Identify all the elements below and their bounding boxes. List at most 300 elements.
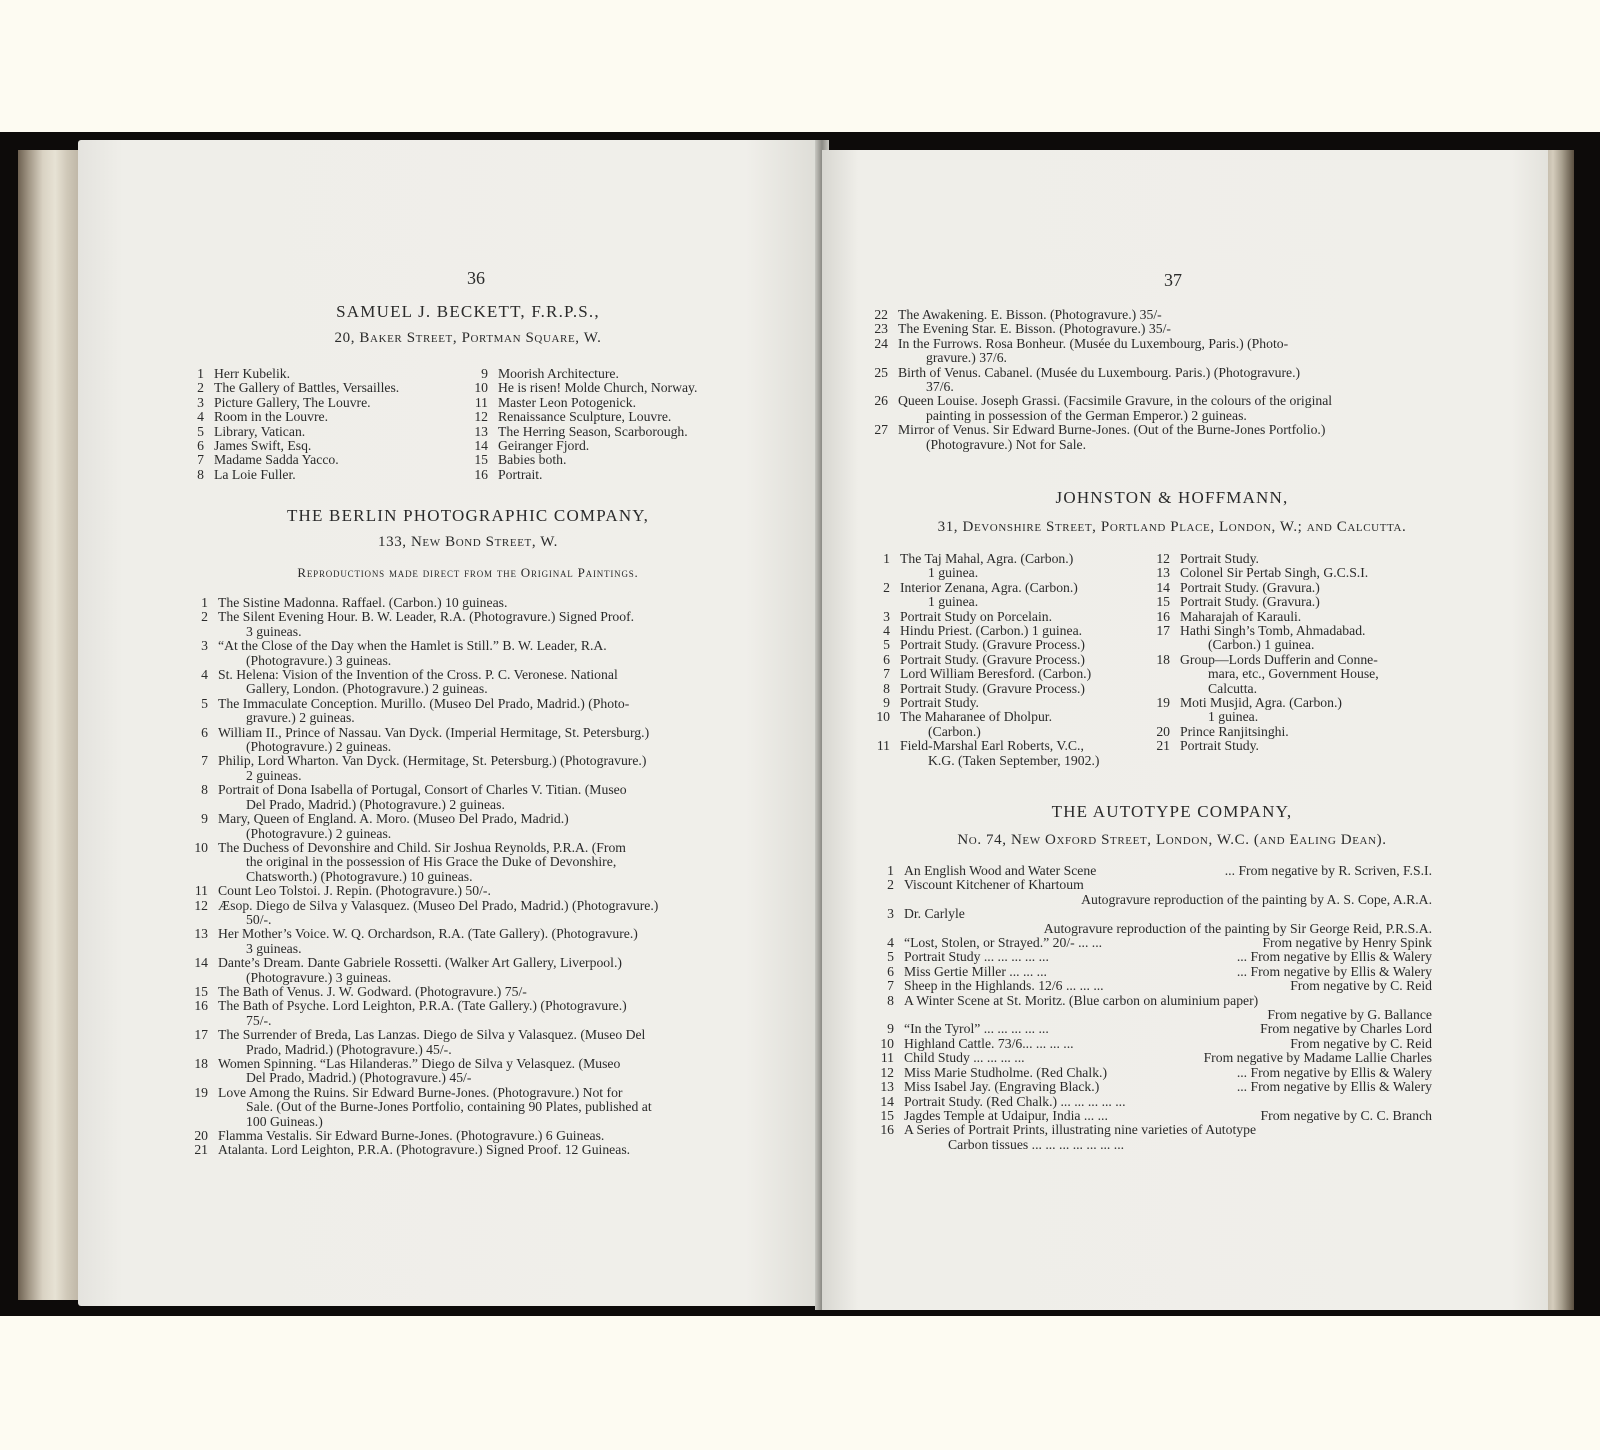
item-text — [218, 899, 741, 928]
item-number: 12 — [474, 409, 488, 425]
item-line: Calcutta. — [1208, 680, 1258, 696]
item-text: He is risen! Molde Church, Norway. — [498, 380, 698, 396]
list-item — [186, 812, 741, 841]
item-line: Portrait Study. — [900, 695, 979, 711]
item-number: 14 — [474, 438, 488, 454]
list-item — [186, 899, 741, 928]
item-line: Mary, Queen of England. A. Moro. (Museo Del Prado, Madrid.) — [218, 811, 569, 827]
item-number: 6 — [197, 438, 204, 454]
item-line: 3 guineas. — [246, 623, 302, 639]
list-item — [868, 710, 1144, 739]
item-number: 10 — [474, 380, 488, 396]
list-item — [872, 893, 1432, 907]
item-body — [904, 994, 1432, 1008]
item-line: Gallery, London. (Photogravure.) 2 guineas. — [246, 681, 488, 697]
item-number: 20 — [1156, 723, 1170, 739]
list-item — [186, 610, 741, 639]
item-line: Portrait Study. (Gravura.) — [1180, 594, 1320, 610]
item-text — [218, 999, 741, 1028]
item-number: 15 — [1156, 594, 1170, 610]
item-text — [900, 739, 1144, 768]
item-text: Highland Cattle. 73/6... ... ... ... — [904, 1035, 1074, 1051]
item-number: 19 — [194, 1084, 208, 1100]
item-body — [904, 1066, 1432, 1080]
item-text: Sheep in the Highlands. 12/6 ... ... ... — [904, 978, 1104, 994]
item-text: Moorish Architecture. — [498, 366, 619, 381]
johnston-title: JOHNSTON & HOFFMANN, — [1055, 488, 1289, 507]
item-text — [1180, 725, 1430, 739]
item-line: Interior Zenana, Agra. (Carbon.) — [900, 579, 1078, 595]
item-text — [218, 596, 741, 610]
list-item — [186, 841, 741, 884]
beckett-address: 20, Baker Street, Portman Square, W. — [334, 330, 602, 346]
item-line: gravure.) 37/6. — [926, 350, 1007, 366]
list-item — [1148, 581, 1430, 595]
item-credit: ... From negative by Ellis & Walery — [1236, 963, 1432, 979]
item-text — [900, 653, 1144, 667]
item-text: Herr Kubelik. — [214, 366, 291, 381]
item-number: 24 — [874, 335, 888, 351]
item-line: The Taj Mahal, Agra. (Carbon.) — [900, 551, 1074, 566]
item-line: (Photogravure.) 2 guineas. — [246, 739, 392, 755]
item-number: 15 — [194, 983, 208, 999]
item-line: 100 Guineas.) — [246, 1113, 323, 1129]
item-body — [904, 907, 1432, 921]
list-item — [868, 624, 1144, 638]
item-line: 1 guinea. — [928, 565, 979, 581]
list-item — [186, 999, 741, 1028]
list-item — [1148, 624, 1430, 653]
item-line: Portrait Study. (Gravura.) — [1180, 579, 1320, 595]
list-item — [1148, 725, 1430, 739]
item-line: Count Leo Tolstoi. J. Repin. (Photogravure.) 50/-. — [218, 883, 491, 899]
item-number: 8 — [201, 782, 208, 798]
item-number: 9 — [883, 695, 890, 711]
item-text: La Loie Fuller. — [214, 466, 296, 482]
item-number: 18 — [1156, 651, 1170, 667]
item-number: 15 — [880, 1107, 894, 1123]
item-body — [904, 1022, 1432, 1036]
list-item — [872, 1109, 1432, 1123]
item-line: Hindu Priest. (Carbon.) 1 guinea. — [900, 623, 1083, 639]
item-number: 14 — [1156, 579, 1170, 595]
item-body — [904, 1109, 1432, 1123]
item-line: 1 guinea. — [928, 594, 979, 610]
item-text — [1180, 581, 1430, 595]
item-number: 18 — [194, 1056, 208, 1071]
item-number: 11 — [880, 1050, 894, 1066]
item-number: 4 — [197, 409, 204, 425]
list-item — [186, 1057, 741, 1086]
item-credit: From negative by C. Reid — [1290, 978, 1432, 994]
item-text: Dr. Carlyle — [904, 906, 965, 922]
item-number: 5 — [883, 637, 890, 653]
item-number: 10 — [876, 709, 890, 725]
item-text — [218, 639, 741, 668]
item-line: Atalanta. Lord Leighton, P.R.A. (Photogravure.) Signed Proof. 12 Guineas. — [218, 1142, 631, 1158]
item-body — [904, 1080, 1432, 1094]
item-text — [1180, 610, 1430, 624]
item-text — [218, 783, 741, 812]
item-text: Viscount Kitchener of Khartoum — [904, 877, 1084, 893]
list-item — [866, 308, 1422, 322]
item-number: 3 — [883, 608, 890, 624]
list-item — [872, 936, 1432, 950]
item-number: 7 — [883, 666, 890, 682]
item-line: Birth of Venus. Cabanel. (Musée du Luxembourg. Paris.) (Photogravure.) — [898, 364, 1301, 380]
item-text — [900, 710, 1144, 739]
item-text: “In the Tyrol” ... ... ... ... ... — [904, 1021, 1049, 1037]
item-number: 19 — [1156, 695, 1170, 711]
item-number: 5 — [197, 423, 204, 439]
list-item — [872, 1051, 1432, 1065]
item-credit: Autogravure reproduction of the painting by Sir George Reid, P.R.S.A. — [1043, 920, 1432, 936]
item-text — [900, 624, 1144, 638]
item-number: 21 — [194, 1142, 208, 1158]
item-line: Group—Lords Dufferin and Conne- — [1180, 651, 1378, 667]
item-line: (Photogravure.) 3 guineas. — [246, 969, 392, 985]
item-line: The Bath of Venus. J. W. Godward. (Photogravure.) 75/- — [218, 983, 527, 999]
item-number: 16 — [880, 1122, 894, 1138]
item-line: Lord William Beresford. (Carbon.) — [900, 666, 1092, 682]
item-number: 10 — [880, 1035, 894, 1051]
item-line: The Awakening. E. Bisson. (Photogravure.) 35/- — [898, 307, 1162, 322]
item-line: Mirror of Venus. Sir Edward Burne-Jones. (Out of the Burne-Jones Portfolio.) — [898, 422, 1326, 438]
item-text — [218, 726, 741, 755]
item-credit: From negative by Henry Spink — [1262, 935, 1432, 951]
item-line: Love Among the Ruins. Sir Edward Burne-Jones. (Photogravure.) Not for — [218, 1084, 623, 1100]
item-text — [898, 423, 1422, 452]
list-item — [872, 922, 1432, 936]
item-credit: From negative by G. Ballance — [1267, 1007, 1432, 1023]
item-body — [904, 950, 1432, 964]
item-line: Her Mother’s Voice. W. Q. Orchardson, R.A. (Tate Gallery). (Photogravure.) — [218, 926, 638, 942]
item-number: 8 — [887, 992, 894, 1008]
item-number: 8 — [197, 466, 204, 482]
item-line: the original in the possession of His Grace the Duke of Devonshire, — [246, 854, 617, 870]
list-item — [1148, 610, 1430, 624]
item-text: Child Study ... ... ... ... — [904, 1050, 1025, 1066]
item-text — [1180, 566, 1430, 580]
list-item — [466, 396, 766, 410]
item-line: 75/-. — [246, 1012, 272, 1028]
johnston-list-col1 — [868, 552, 1144, 768]
item-text — [218, 1086, 741, 1129]
list-item — [872, 1123, 1432, 1137]
list-item — [186, 596, 741, 610]
item-line: Portrait Study on Porcelain. — [900, 608, 1053, 624]
item-text — [900, 696, 1144, 710]
item-number: 3 — [887, 906, 894, 922]
item-number: 5 — [887, 949, 894, 965]
item-number: 16 — [194, 998, 208, 1014]
list-item — [182, 468, 462, 482]
list-item — [872, 1008, 1432, 1022]
item-line: (Photogravure.) Not for Sale. — [926, 436, 1087, 452]
list-item — [872, 1080, 1432, 1094]
list-item — [872, 1022, 1432, 1036]
list-item — [186, 726, 741, 755]
item-text — [1180, 595, 1430, 609]
item-body — [904, 878, 1432, 892]
item-number: 11 — [194, 883, 208, 899]
item-credit: ... From negative by R. Scriven, F.S.I. — [1224, 863, 1432, 878]
list-item — [866, 394, 1422, 423]
item-line: Moti Musjid, Agra. (Carbon.) — [1180, 695, 1342, 711]
item-text — [1180, 624, 1430, 653]
page-number: 36 — [467, 268, 485, 288]
item-number: 25 — [874, 364, 888, 380]
list-item — [1148, 552, 1430, 566]
item-text: Master Leon Potogenick. — [498, 394, 636, 410]
item-text: Babies both. — [498, 452, 567, 468]
beckett-list-col2 — [466, 367, 766, 482]
list-item — [872, 1037, 1432, 1051]
item-text: Miss Gertie Miller ... ... ... — [904, 963, 1047, 979]
item-text: The Herring Season, Scarborough. — [498, 423, 688, 439]
item-number: 23 — [874, 321, 888, 337]
item-number: 13 — [474, 423, 488, 439]
list-item — [868, 552, 1144, 581]
item-text: Geiranger Fjord. — [498, 438, 590, 454]
list-item — [868, 667, 1144, 681]
item-line: Field-Marshal Earl Roberts, V.C., — [900, 738, 1084, 754]
item-text: “Lost, Stolen, or Strayed.” 20/- ... ... — [904, 935, 1103, 951]
item-line: 3 guineas. — [246, 940, 302, 956]
item-text — [218, 884, 741, 898]
item-line: The Duchess of Devonshire and Child. Sir Joshua Reynolds, P.R.A. (From — [218, 839, 626, 855]
item-number: 17 — [1156, 623, 1170, 639]
item-number: 2 — [201, 609, 208, 625]
item-number: 27 — [874, 422, 888, 438]
list-item — [466, 468, 766, 482]
item-number: 5 — [201, 695, 208, 711]
item-text: Room in the Louvre. — [214, 409, 329, 425]
list-item — [466, 367, 766, 381]
list-item — [868, 610, 1144, 624]
item-body — [904, 1037, 1432, 1051]
item-text — [218, 985, 741, 999]
list-item — [186, 754, 741, 783]
list-item — [868, 581, 1144, 610]
item-line: The Immaculate Conception. Murillo. (Museo Del Prado, Madrid.) (Photo- — [218, 695, 630, 711]
item-text — [900, 552, 1144, 581]
item-line: Hathi Singh’s Tomb, Ahmadabad. — [1180, 623, 1366, 639]
item-text — [218, 697, 741, 726]
item-text — [1180, 653, 1430, 696]
item-number: 1 — [883, 551, 890, 566]
list-item — [466, 453, 766, 467]
list-item — [872, 979, 1432, 993]
list-item — [1148, 739, 1430, 753]
berlin-subtitle: Reproductions made direct from the Original Paintings. — [297, 565, 639, 580]
list-item — [1148, 566, 1430, 580]
item-text: An English Wood and Water Scene — [904, 863, 1097, 878]
item-body — [904, 1051, 1432, 1065]
item-text: The Gallery of Battles, Versailles. — [214, 380, 400, 396]
item-text — [218, 1057, 741, 1086]
item-credit: From negative by C. C. Branch — [1260, 1107, 1432, 1123]
list-item — [186, 1028, 741, 1057]
item-text: Madame Sadda Yacco. — [214, 452, 339, 468]
item-body — [904, 864, 1432, 878]
item-text — [900, 667, 1144, 681]
item-number: 2 — [887, 877, 894, 893]
list-item — [186, 697, 741, 726]
item-line: The Bath of Psyche. Lord Leighton, P.R.A. (Tate Gallery.) (Photogravure.) — [218, 998, 627, 1014]
item-line: painting in possession of the German Emperor.) 2 guineas. — [926, 407, 1247, 423]
item-text — [898, 394, 1422, 423]
item-body — [904, 1095, 1432, 1109]
item-line: (Carbon.) — [928, 723, 981, 739]
item-number: 9 — [887, 1021, 894, 1037]
item-line: 2 guineas. — [246, 767, 302, 783]
list-item — [182, 410, 462, 424]
item-line: K.G. (Taken September, 1902.) — [928, 752, 1100, 768]
list-item — [866, 337, 1422, 366]
item-number: 4 — [201, 667, 208, 683]
list-item — [872, 864, 1432, 878]
item-credit: From negative by C. Reid — [1290, 1035, 1432, 1051]
list-item — [186, 956, 741, 985]
list-item — [186, 668, 741, 697]
item-line: The Maharanee of Dholpur. — [900, 709, 1053, 725]
book-edge-left — [18, 150, 80, 1300]
item-credit: Autogravure reproduction of the painting by A. S. Cope, A.R.A. — [1081, 891, 1432, 907]
item-text — [1180, 552, 1430, 566]
item-credit: ... From negative by Ellis & Walery — [1236, 949, 1432, 965]
list-item — [466, 410, 766, 424]
item-credit: From negative by Madame Lallie Charles — [1203, 1050, 1432, 1066]
list-item — [868, 653, 1144, 667]
item-line: mara, etc., Government House, — [1208, 666, 1379, 682]
item-line: 1 guinea. — [1208, 709, 1259, 725]
item-text: Miss Isabel Jay. (Engraving Black.) — [904, 1079, 1100, 1095]
list-item — [1148, 696, 1430, 725]
item-number: 3 — [201, 638, 208, 654]
list-item — [186, 884, 741, 898]
item-text: Miss Marie Studholme. (Red Chalk.) — [904, 1064, 1108, 1080]
right-page — [822, 150, 1548, 1310]
item-text — [218, 754, 741, 783]
item-line: The Surrender of Breda, Las Lanzas. Diego de Silva y Valasquez. (Museo Del — [218, 1027, 646, 1043]
item-text — [1180, 739, 1430, 753]
item-number: 7 — [887, 978, 894, 994]
item-number: 2 — [197, 380, 204, 396]
item-number: 11 — [876, 738, 890, 754]
item-text — [218, 668, 741, 697]
item-number: 12 — [1156, 551, 1170, 566]
item-body — [904, 922, 1432, 936]
item-text — [1180, 696, 1430, 725]
list-item — [1148, 595, 1430, 609]
item-text — [898, 322, 1422, 336]
item-number: 20 — [194, 1128, 208, 1144]
item-body — [904, 1008, 1432, 1022]
item-text: A Winter Scene at St. Moritz. (Blue carbon on aluminium paper) — [904, 992, 1259, 1008]
item-number: 13 — [880, 1079, 894, 1095]
list-item — [872, 1138, 1432, 1152]
item-line: The Silent Evening Hour. B. W. Leader, R.A. (Photogravure.) Signed Proof. — [218, 609, 635, 625]
autotype-title: THE AUTOTYPE COMPANY, — [1051, 802, 1293, 821]
beckett-title: SAMUEL J. BECKETT, F.R.P.S., — [336, 302, 600, 321]
list-item — [872, 950, 1432, 964]
item-credit: ... From negative by Ellis & Walery — [1236, 1064, 1432, 1080]
berlin-title: THE BERLIN PHOTOGRAPHIC COMPANY, — [286, 506, 650, 525]
item-text — [898, 308, 1422, 322]
list-item — [866, 423, 1422, 452]
item-line: gravure.) 2 guineas. — [246, 710, 355, 726]
list-item — [182, 425, 462, 439]
item-body — [904, 893, 1432, 907]
item-number: 4 — [883, 623, 890, 639]
item-number: 1 — [201, 595, 208, 610]
item-number: 13 — [1156, 565, 1170, 581]
item-number: 16 — [1156, 608, 1170, 624]
item-line: Flamma Vestalis. Sir Edward Burne-Jones. (Photogravure.) 6 Guineas. — [218, 1128, 605, 1144]
berlin-continued-list — [866, 308, 1422, 452]
item-text — [898, 337, 1422, 366]
item-text — [218, 927, 741, 956]
item-number: 9 — [481, 366, 488, 381]
list-item — [868, 682, 1144, 696]
list-item — [866, 366, 1422, 395]
item-text — [218, 841, 741, 884]
item-number: 22 — [874, 307, 888, 322]
item-text: James Swift, Esq. — [214, 438, 312, 454]
list-item — [872, 1066, 1432, 1080]
item-line: Philip, Lord Wharton. Van Dyck. (Hermitage, St. Petersburg.) (Photogravure.) — [218, 753, 647, 769]
item-text — [218, 812, 741, 841]
item-text — [900, 638, 1144, 652]
item-line: Portrait Study. — [1180, 738, 1259, 754]
item-credit: ... From negative by Ellis & Walery — [1236, 1079, 1432, 1095]
list-item — [868, 638, 1144, 652]
item-body — [904, 965, 1432, 979]
item-line: (Photogravure.) 2 guineas. — [246, 825, 392, 841]
item-text — [218, 610, 741, 639]
list-item — [872, 965, 1432, 979]
item-number: 17 — [194, 1027, 208, 1043]
item-text: Library, Vatican. — [214, 423, 306, 439]
item-line: Prado, Madrid.) (Photogravure.) 45/-. — [246, 1041, 452, 1057]
item-line: William II., Prince of Nassau. Van Dyck. (Imperial Hermitage, St. Petersburg.) — [218, 724, 650, 740]
list-item — [872, 907, 1432, 921]
item-line: Chatsworth.) (Photogravure.) 10 guineas. — [246, 868, 473, 884]
page-number: 37 — [1164, 270, 1182, 290]
item-text — [218, 1129, 741, 1143]
item-number: 1 — [887, 863, 894, 878]
item-number: 21 — [1156, 738, 1170, 754]
item-text — [900, 682, 1144, 696]
item-line: Portrait Study. (Gravure Process.) — [900, 651, 1085, 667]
item-body — [904, 1123, 1432, 1137]
item-body — [904, 979, 1432, 993]
list-item — [872, 878, 1432, 892]
item-line: Sale. (Out of the Burne-Jones Portfolio, containing 90 Plates, published at — [246, 1099, 652, 1115]
item-line: (Carbon.) 1 guinea. — [1208, 637, 1315, 653]
item-text: A Series of Portrait Prints, illustrating nine varieties of Autotype — [904, 1122, 1257, 1138]
item-number: 4 — [887, 935, 894, 951]
item-number: 14 — [194, 955, 208, 971]
item-line: Portrait Study. (Gravure Process.) — [900, 680, 1085, 696]
list-item — [186, 783, 741, 812]
item-credit: From negative by Charles Lord — [1260, 1021, 1432, 1037]
list-item — [868, 696, 1144, 710]
item-text: Portrait. — [498, 466, 543, 482]
item-number: 1 — [197, 366, 204, 381]
item-number: 13 — [194, 926, 208, 942]
